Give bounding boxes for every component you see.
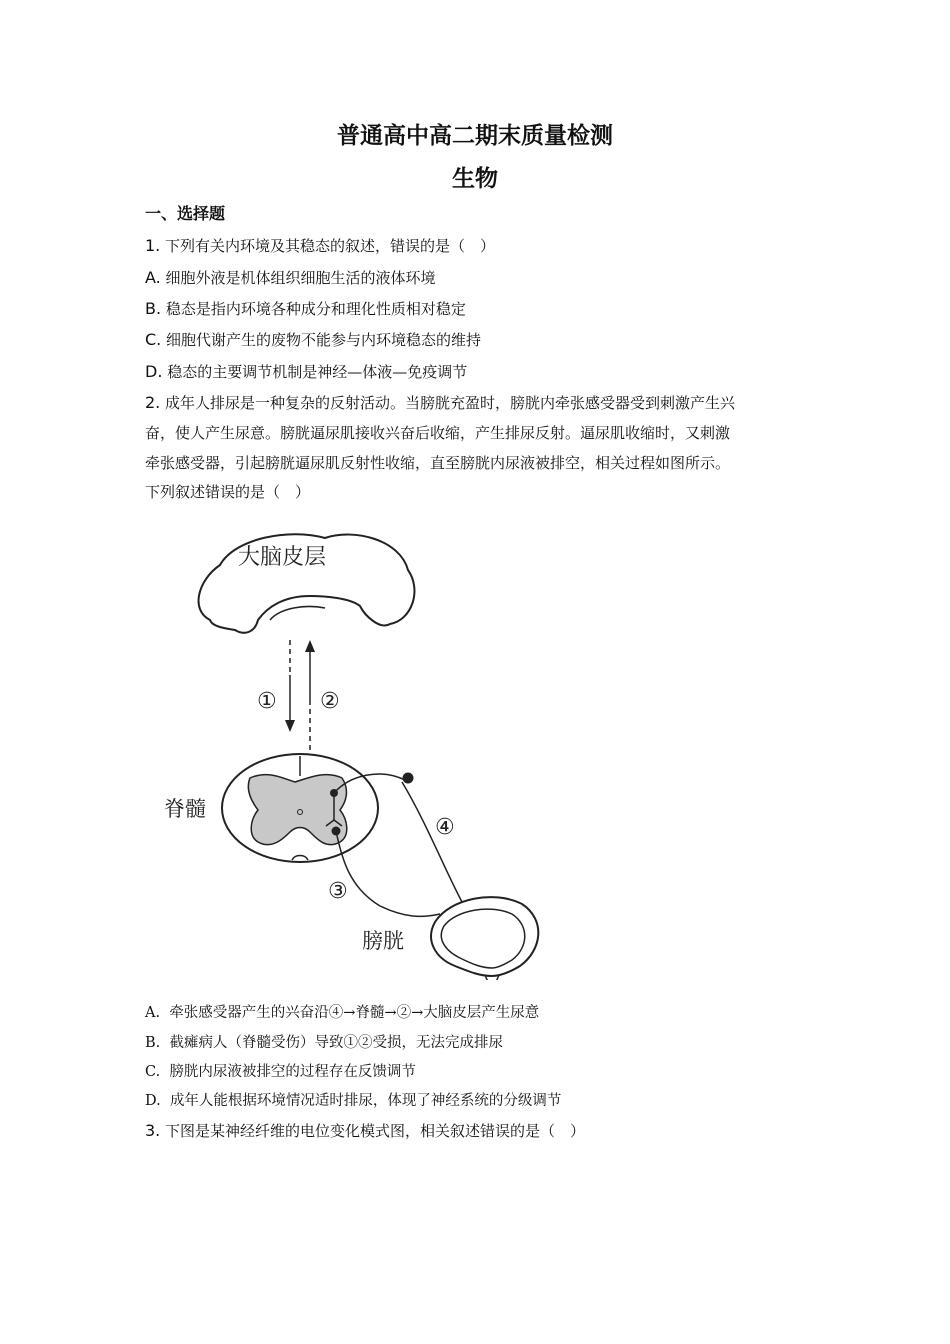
page-title: 普通高中高二期末质量检测 — [337, 122, 613, 149]
q1-option-c — [145, 330, 815, 350]
efferent-nerve — [336, 831, 440, 916]
question-stem: 下图是某神经纤维的电位变化模式图，相关叙述错误的是（ ） — [165, 1122, 586, 1140]
spinal-ventral-notch — [292, 856, 308, 861]
brain-label: 大脑皮层 — [238, 545, 327, 570]
path1-arrowhead — [285, 720, 295, 732]
bladder-label: 膀胱 — [362, 929, 404, 953]
section-heading: 一、选择题 — [145, 204, 226, 223]
option-key: D. — [145, 362, 163, 381]
option-text: 细胞外液是机体组织细胞生活的液体环境 — [165, 269, 436, 287]
question-stem-line: 成年人排尿是一种复杂的反射活动。当膀胱充盈时，膀胱内牵张感受器受到刺激产生兴 — [165, 394, 736, 412]
brain-fold — [270, 607, 325, 621]
question-number: 2. — [145, 393, 161, 412]
spinal-cord-label: 脊髓 — [164, 797, 206, 821]
bladder-inner — [441, 909, 524, 968]
option-text: 稳态的主要调节机制是神经—体液—免疫调节 — [167, 363, 468, 381]
option-key: B. — [145, 1035, 161, 1051]
q2-option-c — [145, 1062, 815, 1082]
option-text: 细胞代谢产生的废物不能参与内环境稳态的维持 — [166, 331, 482, 349]
option-key: A. — [145, 1005, 161, 1021]
question-stem-line: 牵张感受器，引起膀胱逼尿肌反射性收缩，直至膀胱内尿液被排空，相关过程如图所示。 — [145, 454, 731, 472]
option-text: 牵张感受器产生的兴奋沿④→脊髓→②→大脑皮层产生尿意 — [169, 1005, 540, 1021]
q2-option-d — [145, 1091, 815, 1111]
question-number: 3. — [145, 1121, 161, 1140]
option-text: 膀胱内尿液被排空的过程存在反馈调节 — [169, 1064, 416, 1080]
q1-option-a — [145, 268, 815, 288]
question-3 — [145, 1121, 815, 1141]
afferent-nerve — [402, 782, 462, 902]
path1-label: ① — [257, 689, 277, 714]
question-stem: 下列有关内环境及其稳态的叙述，错误的是（ ） — [165, 237, 496, 255]
path4-label: ④ — [435, 815, 455, 840]
question-stem-line: 奋，使人产生尿意。膀胱逼尿肌接收兴奋后收缩，产生排尿反射。逼尿肌收缩时，又刺激 — [145, 424, 731, 442]
option-text: 截瘫病人（脊髓受伤）导致①②受损，无法完成排尿 — [169, 1035, 503, 1051]
option-key: B. — [145, 299, 162, 318]
q1-option-b — [145, 299, 815, 319]
question-number: 1. — [145, 236, 161, 255]
micturition-reflex-figure — [150, 520, 570, 980]
option-key: C. — [145, 1064, 161, 1080]
option-key: D. — [145, 1093, 161, 1109]
path2-label: ② — [320, 689, 340, 714]
dorsal-root-ganglion — [403, 773, 414, 784]
option-key: C. — [145, 330, 162, 349]
option-key: A. — [145, 268, 161, 287]
question-1 — [145, 236, 815, 256]
path3-label: ③ — [328, 879, 348, 904]
q1-option-d — [145, 362, 815, 382]
q2-option-a — [145, 1003, 815, 1023]
q2-option-b — [145, 1033, 815, 1053]
question-stem-line: 下列叙述错误的是（ ） — [145, 483, 311, 501]
subject-title: 生物 — [452, 165, 498, 192]
question-2 — [145, 393, 815, 413]
option-text: 成年人能根据环境情况适时排尿，体现了神经系统的分级调节 — [169, 1093, 562, 1109]
option-text: 稳态是指内环境各种成分和理化性质相对稳定 — [165, 300, 466, 318]
spinal-gray-matter — [248, 775, 346, 845]
